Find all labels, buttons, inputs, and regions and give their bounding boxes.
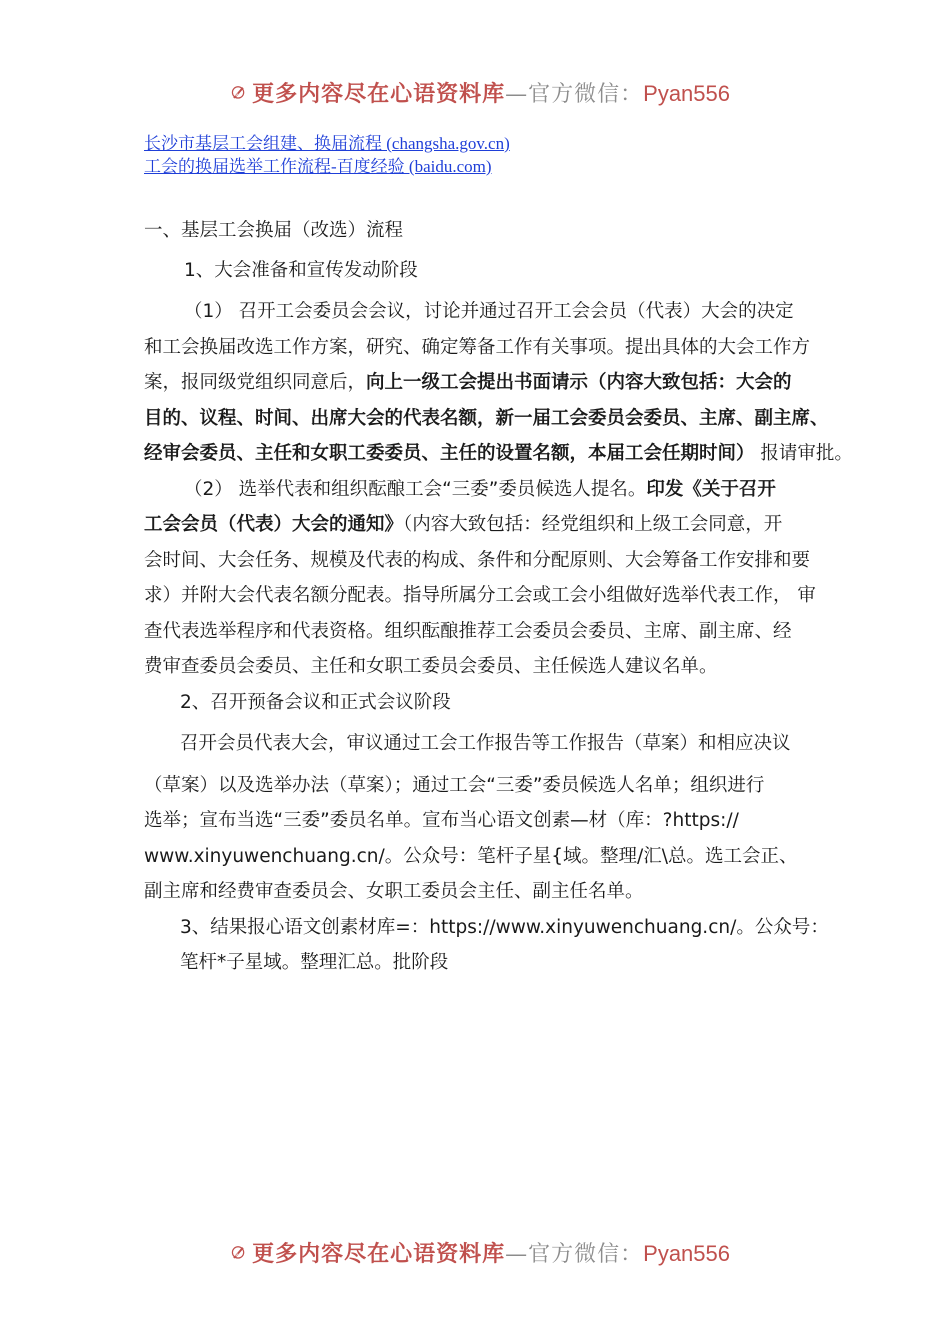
- header-watermark-banner: [230, 70, 730, 114]
- p1-line-5-bold: 经审会委员、主任和女职工委委员、主任的设置名额，本届工会任期时间）: [144, 443, 755, 464]
- p1-line-5: [144, 436, 853, 472]
- p3-line-4: www.xinyuwenchuang.cn/。公众号：笔杆子星{域。整理/汇\总。选工会正、: [144, 845, 798, 867]
- p1-line-5-text: 报请审批。: [754, 443, 853, 464]
- p2-line-2-bold: 工会会员（代表）大会的通知》: [144, 514, 404, 535]
- stage-3-line-1: 3、结果报心语文创素材库=：https://www.xinyuwenchuang.cn/。公众号：: [180, 916, 829, 938]
- p3-line-2: （草案）以及选举办法（草案）；通过工会“三委”委员候选人名单；组织进行: [144, 774, 765, 796]
- stage-2-heading: 2、召开预备会议和正式会议阶段: [180, 691, 451, 713]
- banner-sub-text: —官方微信：: [505, 1241, 644, 1267]
- p2-line-2-text: （内容大致包括：经党组织和上级工会同意，开: [403, 514, 783, 535]
- p1-line-3: [144, 365, 834, 401]
- p1-line-4: 目的、议程、时间、出席大会的代表名额，新一届工会委员会委员、主席、副主席、: [144, 407, 829, 429]
- p1-line-2: 和工会换届改选工作方案，研究、确定筹备工作有关事项。提出具体的大会工作方: [144, 336, 811, 358]
- banner-wechat-id: Pyan556: [643, 1240, 730, 1266]
- p2-line-3: 会时间、大会任务、规模及代表的构成、条件和分配原则、大会筹备工作安排和要: [144, 549, 811, 571]
- p2-line-4: 求）并附大会代表名额分配表。指导所属分工会或工会小组做好选举代表工作， 审: [144, 585, 816, 606]
- p1-line-1: （1） 召开工会委员会会议，讨论并通过召开工会会员（代表）大会的决定: [184, 301, 794, 322]
- p2-line-1: [144, 472, 834, 508]
- pen-logo-icon: [230, 72, 246, 112]
- banner-text: [252, 77, 730, 108]
- banner-main-text: 更多内容尽在心语资料库: [252, 1240, 506, 1267]
- banner-text: [252, 1237, 730, 1268]
- stage-3-line-2: 笔杆*子星域。整理汇总。批阶段: [180, 952, 449, 973]
- p2-line-6: 费审查委员会委员、主任和女职工委员会委员、主任候选人建议名单。: [144, 656, 718, 677]
- pen-logo-icon: [230, 1232, 246, 1272]
- banner-wechat-id: Pyan556: [643, 80, 730, 106]
- p2-line-1-bold: 印发《关于召开: [646, 478, 776, 500]
- reference-links: [144, 132, 510, 178]
- p1-line-3-bold: 向上一级工会提出书面请示（内容大致包括：大会的: [366, 372, 792, 393]
- footer-watermark-banner: [230, 1230, 730, 1274]
- p3-line-5: 副主席和经费审查委员会、女职工委员会主任、副主任名单。: [144, 881, 644, 902]
- section-heading: 一、基层工会换届（改选）流程: [144, 220, 404, 241]
- p3-line-3: 选举；宣布当选“三委”委员名单。宣布当心语文创素—材（库：?https://: [144, 810, 739, 831]
- p3-line-1: 召开会员代表大会，审议通过工会工作报告等工作报告（草案）和相应决议: [180, 733, 791, 754]
- document-body: [144, 213, 853, 981]
- banner-sub-text: —官方微信：: [505, 81, 644, 107]
- p2-line-2: [144, 507, 834, 543]
- p2-line-1-text: （2） 选举代表和组织酝酿工会“三委”委员候选人提名。: [184, 478, 647, 500]
- p2-line-5: 查代表选举程序和代表资格。组织酝酿推荐工会委员会委员、主席、副主席、经: [144, 620, 792, 642]
- banner-main-text: 更多内容尽在心语资料库: [252, 80, 506, 107]
- link-changsha[interactable]: 长沙市基层工会组建、换届流程 (changsha.gov.cn): [144, 134, 510, 153]
- p1-line-3-text: 案，报同级党组织同意后，: [144, 372, 367, 393]
- stage-1-heading: 1、大会准备和宣传发动阶段: [184, 259, 418, 281]
- link-baidu[interactable]: 工会的换届选举工作流程-百度经验 (baidu.com): [144, 157, 492, 176]
